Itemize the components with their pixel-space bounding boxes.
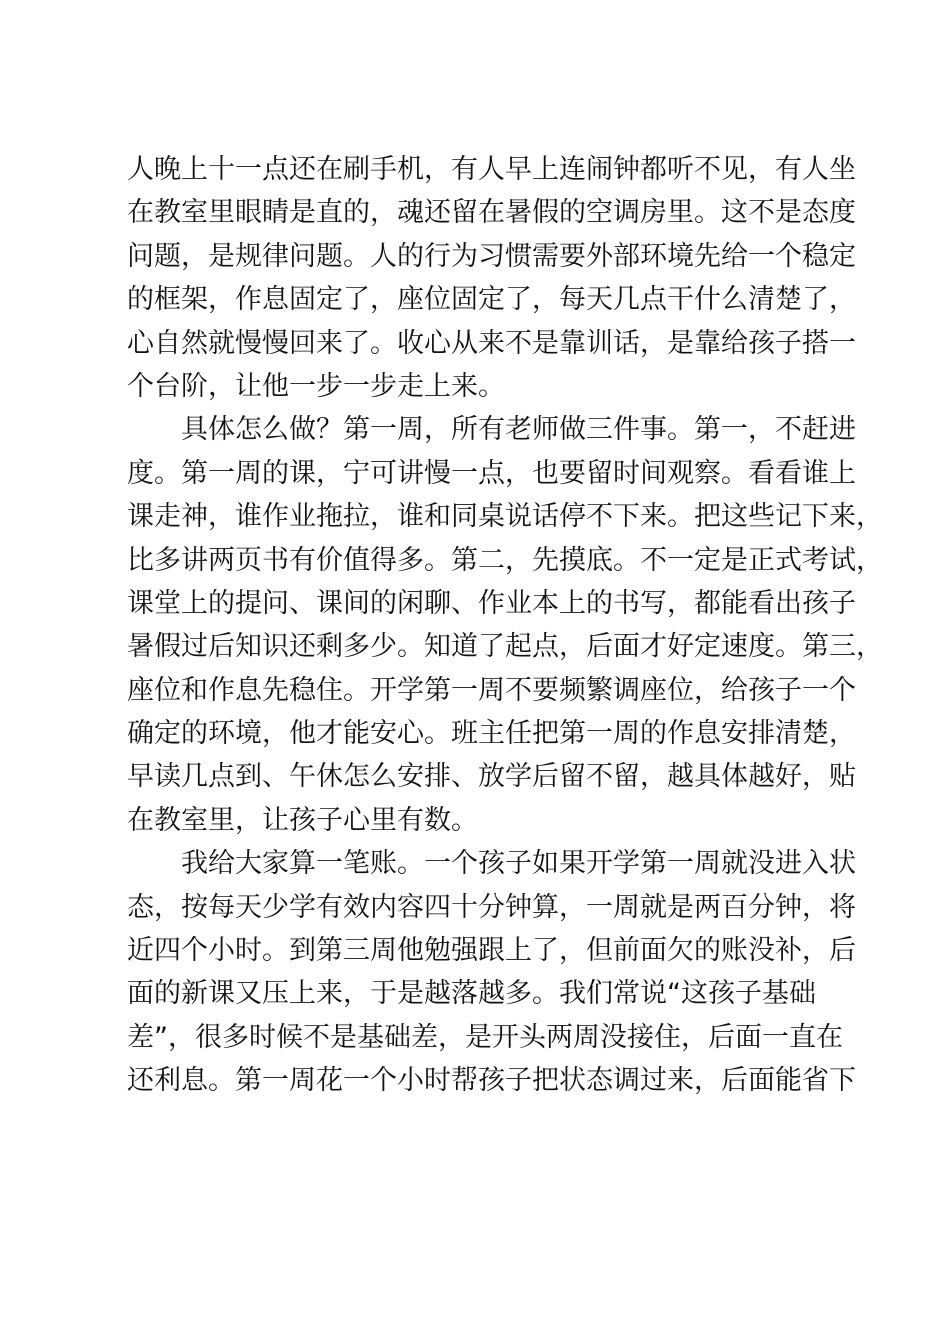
text-line: 还利息。第一周花一个小时帮孩子把状态调过来，后面能省下: [127, 1065, 856, 1097]
text-line: 的框架，作息固定了，座位固定了，每天几点干什么清楚了，: [127, 284, 856, 316]
text-line: 态，按每天少学有效内容四十分钟算，一周就是两百分钟，将: [127, 891, 856, 923]
text-line: 课堂上的提问、课间的闲聊、作业本上的书写，都能看出孩子: [127, 587, 856, 619]
text-line: 差”，很多时候不是基础差，是开头两周没接住，后面一直在: [127, 1021, 843, 1053]
text-line: 度。第一周的课，宁可讲慢一点，也要留时间观察。看看谁上: [127, 457, 856, 489]
text-line: 确定的环境，他才能安心。班主任把第一周的作息安排清楚，: [127, 718, 856, 750]
text-line: 在教室里，让孩子心里有数。: [127, 804, 478, 836]
text-line: 我给大家算一笔账。一个孩子如果开学第一周就没进入状: [127, 848, 856, 880]
text-line: 心自然就慢慢回来了。收心从来不是靠训话，是靠给孩子搭一: [127, 327, 856, 359]
text-line: 课走神，谁作业拖拉，谁和同桌说话停不下来。把这些记下来，: [127, 501, 883, 533]
body-text: [127, 148, 883, 1103]
text-line: 座位和作息先稳住。开学第一周不要频繁调座位，给孩子一个: [127, 674, 856, 706]
text-line: 在教室里眼睛是直的，魂还留在暑假的空调房里。这不是态度: [127, 197, 856, 229]
text-line: 暑假过后知识还剩多少。知道了起点，后面才好定速度。第三，: [127, 631, 883, 663]
text-line: 人晚上十一点还在刷手机，有人早上连闹钟都听不见，有人坐: [127, 154, 856, 185]
text-line: 个台阶，让他一步一步走上来。: [127, 370, 505, 402]
text-line: 问题，是规律问题。人的行为习惯需要外部环境先给一个稳定: [127, 240, 856, 272]
text-line: 早读几点到、午休怎么安排、放学后留不留，越具体越好，贴: [127, 761, 856, 793]
text-line: 面的新课又压上来，于是越落越多。我们常说“这孩子基础: [127, 978, 816, 1010]
text-line: 具体怎么做？第一周，所有老师做三件事。第一，不赶进: [127, 414, 856, 446]
text-line: 近四个小时。到第三周他勉强跟上了，但前面欠的账没补，后: [127, 935, 856, 967]
text-line: 比多讲两页书有价值得多。第二，先摸底。不一定是正式考试，: [127, 544, 883, 576]
